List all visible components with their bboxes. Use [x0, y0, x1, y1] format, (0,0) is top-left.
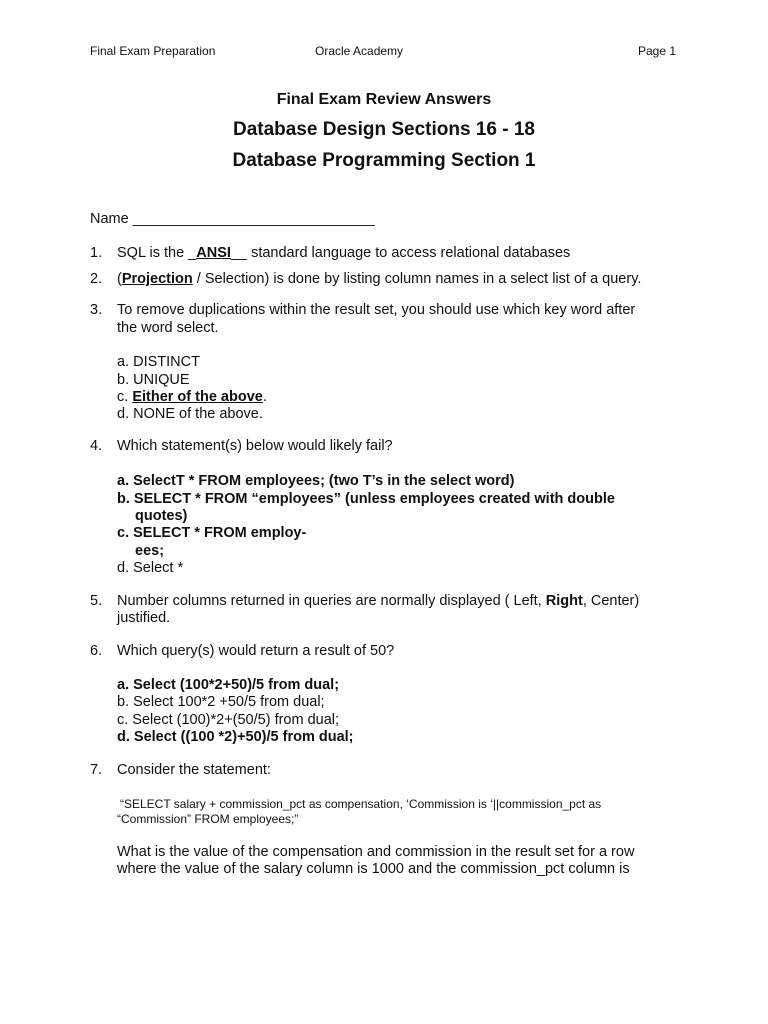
question-3-line-2: the word select. — [117, 320, 219, 336]
q7-body-line-2: where the value of the salary column is 1000 and the commission_pct column is — [117, 861, 630, 877]
question-7-number: 7. — [90, 762, 103, 778]
q4-option-c-line-1: c. SELECT * FROM employ- — [117, 525, 307, 541]
name-blank: ______________________________ — [132, 211, 375, 227]
q1-answer: ANSI — [196, 245, 231, 261]
q5-answer: Right — [545, 593, 583, 609]
question-5-line-2: justified. — [117, 610, 171, 626]
q1-post: __ standard language to access relational databases — [230, 245, 571, 261]
q6-option-a: a. Select (100*2+50)/5 from dual; — [117, 677, 340, 693]
q4-option-d: d. Select * — [117, 560, 184, 576]
q3-option-c — [117, 388, 267, 406]
question-5-number: 5. — [90, 593, 103, 609]
question-6-number: 6. — [90, 643, 103, 659]
q4-option-b-line-2: quotes) — [135, 508, 188, 524]
q3-option-b: b. UNIQUE — [117, 372, 190, 388]
title-line-2: Database Design Sections 16 - 18 — [232, 119, 535, 140]
question-5-line-1 — [117, 592, 639, 610]
q3-c-suffix: . — [262, 389, 267, 405]
q3-c-answer: Either of the above — [132, 389, 263, 405]
name-field — [90, 210, 375, 228]
q6-option-d: d. Select ((100 *2)+50)/5 from dual; — [117, 729, 354, 745]
question-3-number: 3. — [90, 302, 103, 318]
header-left: Final Exam Preparation — [90, 44, 216, 58]
q2-pre: ( — [117, 271, 122, 287]
q4-option-b-line-1: b. SELECT * FROM “employees” (unless employees created with double — [117, 491, 615, 507]
q7-body-line-1: What is the value of the compensation and commission in the result set for a row — [117, 844, 635, 860]
q2-answer: Projection — [121, 271, 193, 287]
header-center: Oracle Academy — [315, 44, 404, 58]
title-line-1: Final Exam Review Answers — [276, 91, 492, 108]
q5-post: , Center) — [582, 593, 640, 609]
question-3-line-1: To remove duplications within the result set, you should use which key word after — [117, 302, 636, 318]
header-page-number: Page 1 — [638, 44, 677, 58]
q6-option-b: b. Select 100*2 +50/5 from dual; — [117, 694, 325, 710]
question-4-number: 4. — [90, 438, 103, 454]
q4-option-a: a. SelectT * FROM employees; (two T’s in the select word) — [117, 473, 515, 489]
q5-pre: Number columns returned in queries are normally displayed ( Left, — [117, 593, 546, 609]
q3-option-d: d. NONE of the above. — [117, 406, 263, 422]
q1-pre: SQL is the _ — [117, 245, 197, 261]
q6-option-c: c. Select (100)*2+(50/5) from dual; — [117, 712, 340, 728]
q7-statement-line-2: “Commission” FROM employees;” — [117, 812, 299, 826]
question-1-number: 1. — [90, 245, 103, 261]
name-label: Name — [90, 211, 133, 227]
question-4-text: Which statement(s) below would likely fail? — [117, 438, 393, 454]
q2-post: / Selection) is done by listing column names in a select list of a query. — [192, 271, 642, 287]
question-6-text: Which query(s) would return a result of 50? — [117, 643, 395, 659]
q3-c-prefix: c. — [117, 389, 133, 405]
question-2-number: 2. — [90, 271, 103, 287]
q3-option-a: a. DISTINCT — [117, 354, 200, 370]
q4-option-c-line-2: ees; — [135, 543, 165, 559]
question-7-text: Consider the statement: — [117, 762, 271, 778]
title-line-3: Database Programming Section 1 — [232, 150, 536, 171]
question-2 — [117, 270, 641, 288]
q7-statement-line-1: “SELECT salary + commission_pct as compensation, ‘Commission is ‘||commission_pct as — [120, 797, 602, 811]
question-1 — [117, 244, 570, 262]
